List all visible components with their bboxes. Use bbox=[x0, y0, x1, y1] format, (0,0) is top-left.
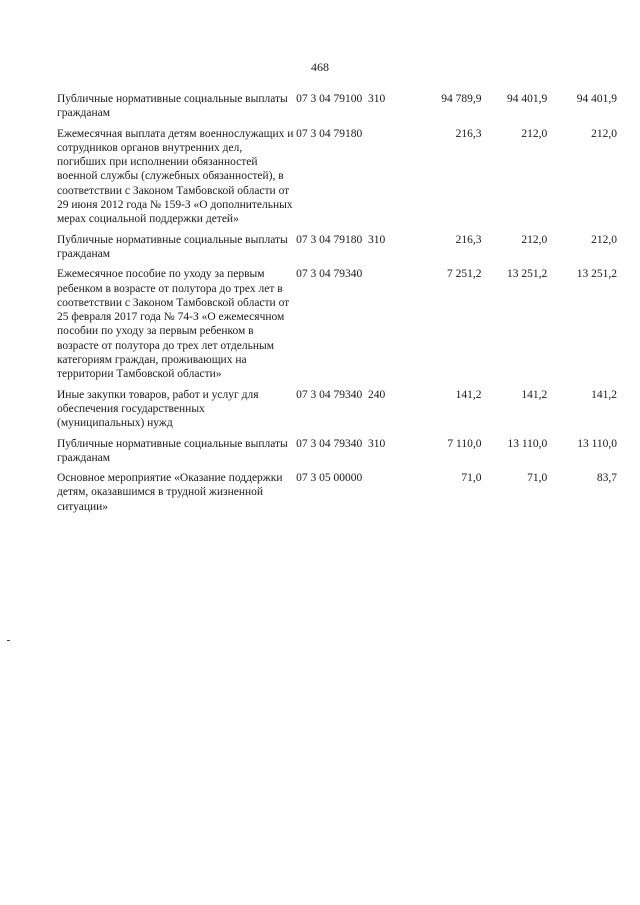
table-row bbox=[57, 388, 617, 431]
table-row bbox=[57, 92, 617, 121]
row-name: Публичные нормативные социальные выплаты гражданам bbox=[57, 233, 288, 260]
row-value-2: 212,0 bbox=[521, 233, 548, 246]
row-value-1: 71,0 bbox=[461, 472, 482, 485]
row-name: Иные закупки товаров, работ и услуг для обеспечения государственных (муниципальных) нужд bbox=[57, 388, 259, 430]
row-code: 07 3 04 79180 bbox=[296, 127, 363, 140]
table-row bbox=[57, 233, 617, 262]
row-value-3: 13 110,0 bbox=[577, 437, 618, 450]
row-code: 07 3 04 79180 310 bbox=[296, 233, 386, 246]
row-value-2: 94 401,9 bbox=[507, 93, 548, 105]
row-name: Публичные нормативные социальные выплаты гражданам bbox=[57, 437, 288, 464]
row-code: 07 3 05 00000 bbox=[296, 472, 363, 485]
row-value-2: 13 251,2 bbox=[507, 268, 548, 281]
row-name: Ежемесячная выплата детям военнослужащих и сотрудников органов внутренних дел, погибших при исполнении обязанностей военной службы (служебных обязанностей), в соответствии с Законом Тамбовской области от 29 июня 2012 года № 159-З «О дополнительных мерах социальной поддержки детей» bbox=[57, 127, 294, 226]
row-value-1: 7 110,0 bbox=[447, 437, 482, 450]
row-value-3: 212,0 bbox=[591, 127, 618, 140]
row-value-2: 13 110,0 bbox=[507, 437, 548, 450]
row-code: 07 3 04 79340 240 bbox=[296, 388, 386, 401]
row-code: 07 3 04 79340 bbox=[296, 268, 363, 281]
row-value-2: 71,0 bbox=[527, 472, 548, 485]
row-code: 07 3 04 79100 310 bbox=[296, 93, 386, 105]
row-name: Публичные нормативные социальные выплаты гражданам bbox=[57, 93, 288, 120]
page-number: 468 bbox=[311, 60, 329, 74]
table-row bbox=[57, 127, 617, 227]
row-value-1: 216,3 bbox=[455, 127, 482, 140]
row-value-3: 94 401,9 bbox=[576, 93, 618, 105]
row-value-3: 83,7 bbox=[596, 472, 618, 485]
table-row bbox=[57, 267, 617, 381]
row-value-3: 212,0 bbox=[591, 233, 618, 246]
row-name: Основное мероприятие «Оказание поддержки детям, оказавшимся в трудной жизненной ситуации» bbox=[57, 472, 283, 513]
table-row bbox=[57, 437, 617, 466]
table-row bbox=[57, 471, 617, 514]
row-value-2: 212,0 bbox=[521, 127, 548, 140]
row-value-1: 94 789,9 bbox=[441, 93, 482, 105]
row-value-1: 216,3 bbox=[455, 233, 482, 246]
row-value-3: 13 251,2 bbox=[576, 268, 618, 281]
row-code: 07 3 04 79340 310 bbox=[296, 437, 386, 450]
row-name: Ежемесячное пособие по уходу за первым ребенком в возрасте от полутора до трех лет в соответствии с Законом Тамбовской области от 25 февраля 2017 года № 74-З «О ежемесячном пособии по уходу за первым ребенком в возрасте от полутора до трех лет отдельным категориям граждан, проживающих на территории Тамбовской области» bbox=[57, 268, 290, 381]
row-value-3: 141,2 bbox=[591, 388, 618, 401]
budget-table bbox=[57, 92, 617, 520]
scan-mark bbox=[7, 640, 10, 641]
row-value-1: 7 251,2 bbox=[447, 268, 482, 281]
row-value-1: 141,2 bbox=[455, 388, 482, 401]
row-value-2: 141,2 bbox=[521, 388, 548, 401]
